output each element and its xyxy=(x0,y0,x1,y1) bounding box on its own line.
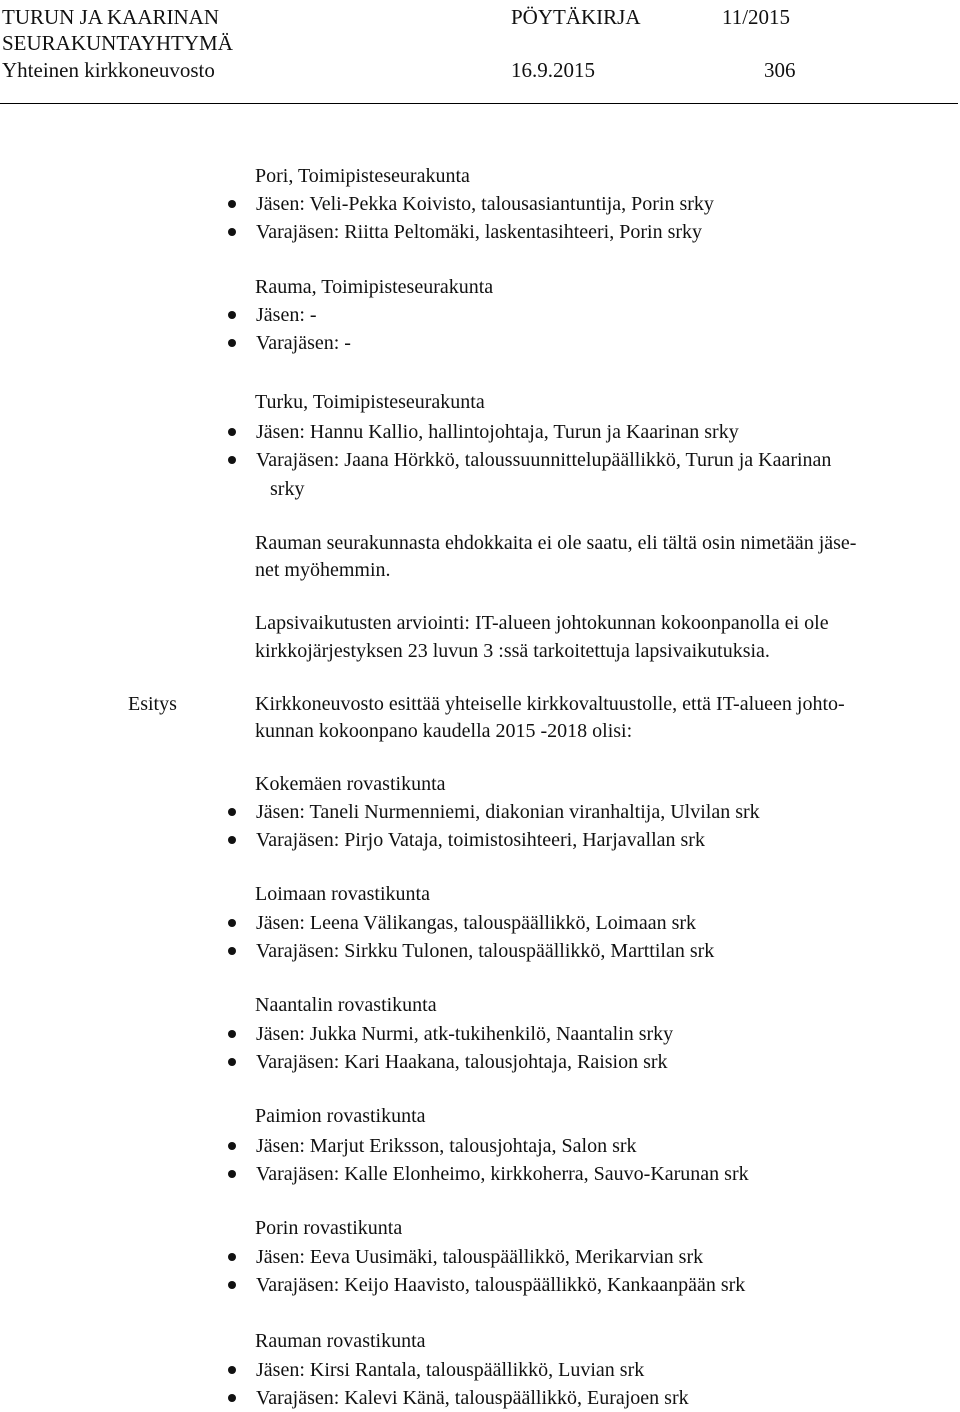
list-item: Varajäsen: Kari Haakana, talousjohtaja, Raision srk xyxy=(226,1048,673,1076)
section-title: Rauma, Toimipisteseurakunta xyxy=(255,276,494,298)
bullet-icon xyxy=(228,1058,236,1066)
bullet-icon xyxy=(228,947,236,955)
bullet-icon xyxy=(228,836,236,844)
section-title: Paimion rovastikunta xyxy=(255,1105,426,1127)
list-item: Varajäsen: Sirkku Tulonen, talouspäällikkö, Marttilan srk xyxy=(226,937,714,965)
list-item: Jäsen: Eeva Uusimäki, talouspäällikkö, Merikarvian srk xyxy=(226,1243,745,1271)
bullet-list xyxy=(226,1020,673,1076)
section-title: Pori, Toimipisteseurakunta xyxy=(255,165,470,187)
section-title: Kokemäen rovastikunta xyxy=(255,773,446,795)
bullet-list xyxy=(226,798,760,854)
note-lapsi-line1: Lapsivaikutusten arviointi: IT-alueen johtokunnan kokoonpanolla ei ole xyxy=(255,612,829,634)
bullet-icon xyxy=(228,1253,236,1261)
wrapped-line: srky xyxy=(270,478,305,500)
page-number: 306 xyxy=(764,58,796,82)
list-item: Jäsen: Taneli Nurmenniemi, diakonian viranhaltija, Ulvilan srk xyxy=(226,798,760,826)
bullet-icon xyxy=(228,1142,236,1150)
esitys-line1: Kirkkoneuvosto esittää yhteiselle kirkkovaltuustolle, että IT-alueen johto- xyxy=(255,693,845,715)
list-item: Varajäsen: Kalevi Känä, talouspäällikkö, Eurajoen srk xyxy=(226,1384,689,1412)
note-rauma-line1: Rauman seurakunnasta ehdokkaita ei ole saatu, eli tältä osin nimetään jäse- xyxy=(255,532,857,554)
bullet-icon xyxy=(228,1170,236,1178)
list-item: Jäsen: - xyxy=(226,301,351,329)
bullet-list xyxy=(226,909,714,965)
bullet-icon xyxy=(228,1030,236,1038)
body-name: Yhteinen kirkkoneuvosto xyxy=(2,58,215,82)
esitys-label: Esitys xyxy=(128,693,177,715)
bullet-icon xyxy=(228,808,236,816)
section-title: Turku, Toimipisteseurakunta xyxy=(255,391,485,413)
section-title: Loimaan rovastikunta xyxy=(255,883,430,905)
list-item: Varajäsen: - xyxy=(226,329,351,357)
issue-number: 11/2015 xyxy=(722,5,791,29)
list-item: Jäsen: Marjut Eriksson, talousjohtaja, Salon srk xyxy=(226,1132,749,1160)
org-name-line1: TURUN JA KAARINAN xyxy=(2,5,220,29)
bullet-icon xyxy=(228,428,236,436)
bullet-icon xyxy=(228,228,236,236)
list-item: Varajäsen: Kalle Elonheimo, kirkkoherra, Sauvo-Karunan srk xyxy=(226,1160,749,1188)
bullet-icon xyxy=(228,1281,236,1289)
list-item: Varajäsen: Riitta Peltomäki, laskentasihteeri, Porin srky xyxy=(226,218,714,246)
bullet-list xyxy=(226,418,831,474)
note-rauma-line2: net myöhemmin. xyxy=(255,559,391,581)
list-item: Jäsen: Veli-Pekka Koivisto, talousasiantuntija, Porin srky xyxy=(226,190,714,218)
bullet-icon xyxy=(228,919,236,927)
section-title: Porin rovastikunta xyxy=(255,1217,403,1239)
list-item: Jäsen: Kirsi Rantala, talouspäällikkö, Luvian srk xyxy=(226,1356,689,1384)
bullet-icon xyxy=(228,339,236,347)
bullet-list xyxy=(226,1132,749,1188)
bullet-icon xyxy=(228,1366,236,1374)
bullet-icon xyxy=(228,311,236,319)
list-item: Jäsen: Hannu Kallio, hallintojohtaja, Turun ja Kaarinan srky xyxy=(226,418,831,446)
bullet-icon xyxy=(228,1394,236,1402)
bullet-list xyxy=(226,301,351,357)
meeting-date: 16.9.2015 xyxy=(511,58,595,82)
section-title: Rauman rovastikunta xyxy=(255,1330,426,1352)
bullet-list xyxy=(226,1243,745,1299)
header-rule xyxy=(0,103,958,104)
bullet-icon xyxy=(228,200,236,208)
org-name-line2: SEURAKUNTAYHTYMÄ xyxy=(2,31,233,55)
list-item: Varajäsen: Jaana Hörkkö, taloussuunnittelupäällikkö, Turun ja Kaarinan xyxy=(226,446,831,474)
bullet-icon xyxy=(228,456,236,464)
section-title: Naantalin rovastikunta xyxy=(255,994,437,1016)
bullet-list xyxy=(226,190,714,246)
list-item: Jäsen: Leena Välikangas, talouspäällikkö, Loimaan srk xyxy=(226,909,714,937)
note-lapsi-line2: kirkkojärjestyksen 23 luvun 3 :ssä tarkoitettuja lapsivaikutuksia. xyxy=(255,640,770,662)
esitys-line2: kunnan kokoonpano kaudella 2015 -2018 olisi: xyxy=(255,720,633,742)
list-item: Varajäsen: Pirjo Vataja, toimistosihteeri, Harjavallan srk xyxy=(226,826,760,854)
list-item: Jäsen: Jukka Nurmi, atk-tukihenkilö, Naantalin srky xyxy=(226,1020,673,1048)
bullet-list xyxy=(226,1356,689,1412)
doc-type: PÖYTÄKIRJA xyxy=(511,5,641,29)
list-item: Varajäsen: Keijo Haavisto, talouspäällikkö, Kankaanpään srk xyxy=(226,1271,745,1299)
